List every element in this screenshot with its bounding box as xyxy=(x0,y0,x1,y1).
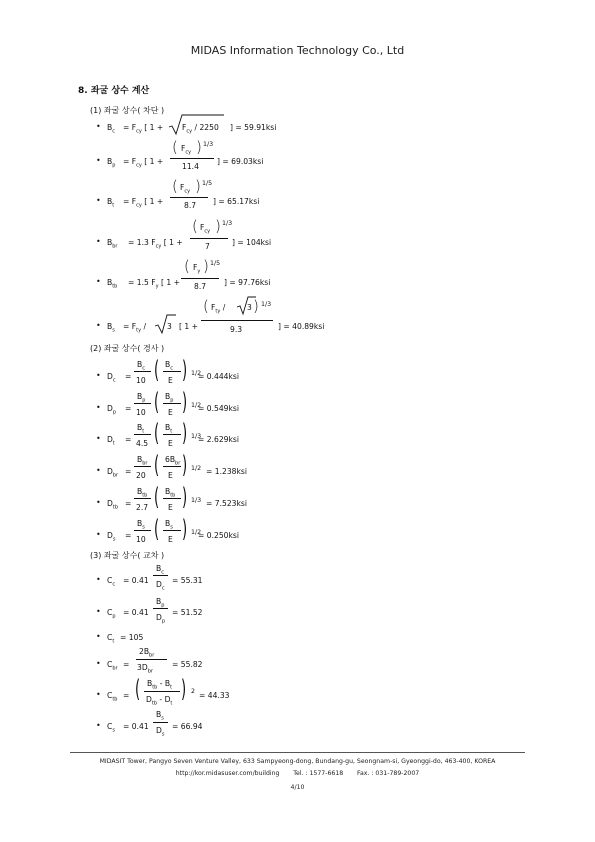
result: ] = 40.89ksi xyxy=(278,322,325,331)
rhs: = $F_{cy}$ [ 1 + xyxy=(123,123,164,135)
denominator-2: E xyxy=(168,503,173,512)
result: = 1.238ksi xyxy=(206,467,247,476)
numerator: $F_{cy}$ xyxy=(200,223,211,235)
fraction-bar xyxy=(163,466,181,467)
numerator-1: $B_t$ xyxy=(137,423,145,435)
bullet: • xyxy=(96,607,101,616)
lhs: $C_t$ xyxy=(107,633,115,645)
bullet: • xyxy=(96,632,101,641)
lhs: $C_{tb}$ xyxy=(107,691,118,703)
fraction-bar xyxy=(181,278,219,279)
equals: = xyxy=(125,435,132,444)
fraction-bar xyxy=(163,434,181,435)
lhs: $D_{tb}$ xyxy=(107,499,118,511)
result: = 55.31 xyxy=(172,576,203,585)
bullet: • xyxy=(96,237,101,246)
bullet: • xyxy=(96,371,101,380)
numerator-2: $6B_{br}$ xyxy=(165,455,181,467)
result: ] = 59.91ksi xyxy=(230,123,277,132)
fraction-bar xyxy=(153,575,168,576)
result: = 0.250ksi xyxy=(198,531,239,540)
result: ] = 97.76ksi xyxy=(224,278,271,287)
fraction-bar xyxy=(134,434,151,435)
fraction-bar xyxy=(134,530,151,531)
denominator: 9.3 xyxy=(230,325,243,334)
bullet: • xyxy=(96,721,101,730)
coef: = 0.41 xyxy=(123,722,149,731)
fraction-bar xyxy=(136,659,167,660)
coef: = 0.41 xyxy=(123,608,149,617)
rhs: = $F_{cy}$ [ 1 + xyxy=(123,197,164,209)
equals: = xyxy=(125,467,132,476)
denominator: $D_p$ xyxy=(156,613,166,625)
lhs: $D_{br}$ xyxy=(107,467,119,479)
lhs: $C_{br}$ xyxy=(107,660,118,672)
fraction-bar xyxy=(170,197,208,198)
denominator: 7 xyxy=(205,242,210,251)
bullet: • xyxy=(96,156,101,165)
footer-divider xyxy=(70,752,525,753)
denominator: $D_s$ xyxy=(156,726,165,738)
result: = 7.523ksi xyxy=(206,499,247,508)
denominator: 11.4 xyxy=(182,162,199,171)
exponent: 1/5 xyxy=(202,180,213,187)
exponent: 1/3 xyxy=(191,497,202,504)
numerator-2: $B_s$ xyxy=(165,519,173,531)
exponent: 1/3 xyxy=(222,220,233,227)
numerator-2: $B_t$ xyxy=(165,423,173,435)
fraction-bar xyxy=(134,371,151,372)
coef: = xyxy=(123,691,130,700)
denominator: $D_{tb} - D_t$ xyxy=(146,695,173,707)
denominator-2: E xyxy=(168,471,173,480)
num-root-arg: 3 xyxy=(247,303,252,312)
numerator: $B_c$ xyxy=(156,564,164,576)
denominator-1: 10 xyxy=(136,535,146,544)
fraction-bar xyxy=(201,320,273,321)
lhs: $B_{br}$ xyxy=(107,238,118,250)
numerator-1: $B_s$ xyxy=(137,519,145,531)
fraction-bar xyxy=(134,498,151,499)
bullet: • xyxy=(96,466,101,475)
root-arg: $F_{cy} / 2250$ xyxy=(182,123,219,135)
numerator: $F_{ty}$ / xyxy=(211,303,226,315)
numerator: $F_y$ xyxy=(193,263,201,275)
bullet: • xyxy=(96,434,101,443)
fraction-bar xyxy=(144,691,180,692)
lhs: $B_c$ xyxy=(107,123,115,135)
lhs: $B_p$ xyxy=(107,157,116,169)
numerator: $2B_{br}$ xyxy=(139,647,155,659)
result: ] = 104ksi xyxy=(232,238,272,247)
fraction-bar xyxy=(153,608,168,609)
bullet: • xyxy=(96,403,101,412)
numerator-2: $B_p$ xyxy=(165,392,174,404)
page-header: MIDAS Information Technology Co., Ltd xyxy=(190,44,405,57)
bullet: • xyxy=(96,498,101,507)
bullet: • xyxy=(96,530,101,539)
exponent: 1/3 xyxy=(261,301,272,308)
subsection-2-title: (2) 좌굴 상수( 경사 ) xyxy=(90,344,165,353)
rhs: = 1.3 $F_{cy}$ [ 1 + xyxy=(128,238,183,250)
result: = 0.549ksi xyxy=(198,404,239,413)
denominator-2: E xyxy=(168,408,173,417)
numerator-1: $B_p$ xyxy=(137,392,146,404)
exponent: 1/2 xyxy=(191,529,202,536)
result: = 66.94 xyxy=(172,722,203,731)
coef: = 0.41 xyxy=(123,576,149,585)
result: = 2.629ksi xyxy=(198,435,239,444)
lhs: $C_p$ xyxy=(107,608,116,620)
equals: = xyxy=(125,499,132,508)
denominator: 8.7 xyxy=(194,282,207,291)
numerator: $B_s$ xyxy=(156,710,164,722)
root-arg: 3 xyxy=(167,322,172,331)
denominator-1: 10 xyxy=(136,376,146,385)
bullet: • xyxy=(96,575,101,584)
denominator: $3D_{br}$ xyxy=(137,663,153,675)
exponent: 1/5 xyxy=(210,260,221,267)
fraction-bar xyxy=(163,403,181,404)
numerator: $F_{cy}$ xyxy=(181,144,192,156)
denominator-1: 2.7 xyxy=(136,503,149,512)
equals: = xyxy=(125,531,132,540)
fraction-bar xyxy=(134,403,151,404)
bullet: • xyxy=(96,321,101,330)
subsection-1-title: (1) 좌굴 상수( 차단 ) xyxy=(90,106,165,115)
result: ] = 69.03ksi xyxy=(217,157,264,166)
denominator-2: E xyxy=(168,439,173,448)
fraction-bar xyxy=(163,371,181,372)
fraction-bar xyxy=(190,238,228,239)
lhs: $B_{tb}$ xyxy=(107,278,118,290)
exponent: 1/3 xyxy=(203,141,214,148)
lhs: $B_s$ xyxy=(107,322,115,334)
result: = 55.82 xyxy=(172,660,203,669)
page-number: 4/10 xyxy=(290,784,305,791)
numerator-1: $B_{br}$ xyxy=(137,455,148,467)
denominator-2: E xyxy=(168,535,173,544)
rhs: = $F_{cy}$ [ 1 + xyxy=(123,157,164,169)
subsection-3-title: (3) 좌굴 상수( 교차 ) xyxy=(90,551,165,560)
lhs: $D_p$ xyxy=(107,404,117,416)
rhs: = $F_{ty}$ / xyxy=(123,322,147,334)
result: ] = 65.17ksi xyxy=(213,197,260,206)
result: = 0.444ksi xyxy=(198,372,239,381)
lhs: $C_s$ xyxy=(107,722,115,734)
denominator-2: E xyxy=(168,376,173,385)
fraction-bar xyxy=(153,722,168,723)
footer-url[interactable]: http://kor.midasuser.com/building xyxy=(175,770,280,777)
lhs: $D_t$ xyxy=(107,435,115,447)
denominator: $D_c$ xyxy=(156,580,165,592)
fraction-bar xyxy=(170,158,214,159)
equals: = xyxy=(125,404,132,413)
result: = 51.52 xyxy=(172,608,203,617)
fraction-bar xyxy=(163,498,181,499)
lhs: $D_s$ xyxy=(107,531,116,543)
sqrt-symbol xyxy=(154,314,176,334)
coef: = xyxy=(123,660,130,669)
rhs: = 1.5 $F_y$ [ 1 + xyxy=(128,278,181,290)
numerator-1: $B_{tb}$ xyxy=(137,487,148,499)
bullet: • xyxy=(96,659,101,668)
denominator-1: 10 xyxy=(136,408,146,417)
result: = 44.33 xyxy=(199,691,230,700)
exponent: 1/2 xyxy=(191,465,202,472)
section-title: 8. 좌굴 상수 계산 xyxy=(78,86,150,96)
equals: = xyxy=(125,372,132,381)
footer-address: MIDASIT Tower, Pangyo Seven Venture Valley, 633 Sampyeong-dong, Bundang-gu, Seongnam-si, Gyeonggi-do, 463-400, KOREA xyxy=(99,758,496,765)
numerator-1: $B_c$ xyxy=(137,360,145,372)
numerator-2: $B_c$ xyxy=(165,360,173,372)
lhs: $B_t$ xyxy=(107,197,115,209)
denominator-1: 4.5 xyxy=(136,439,149,448)
numerator: $B_{tb} - B_t$ xyxy=(147,679,173,691)
bracket-open: [ 1 + xyxy=(179,322,198,331)
exponent: 1/3 xyxy=(191,433,202,440)
exponent: 2 xyxy=(191,688,196,695)
bullet: • xyxy=(96,277,101,286)
bullet: • xyxy=(96,690,101,699)
numerator-2: $B_{tb}$ xyxy=(165,487,176,499)
lhs: $C_c$ xyxy=(107,576,116,588)
exponent: 1/2 xyxy=(191,402,202,409)
bullet: • xyxy=(96,122,101,131)
denominator-1: 20 xyxy=(136,471,146,480)
fraction-bar xyxy=(163,530,181,531)
numerator: $B_p$ xyxy=(156,597,165,609)
result: = 105 xyxy=(120,633,144,642)
numerator: $F_{cy}$ xyxy=(180,183,191,195)
footer-tel: Tel. : 1577-6618 xyxy=(293,770,344,777)
footer-contact xyxy=(0,770,595,777)
fraction-bar xyxy=(134,466,151,467)
footer-fax: Fax. : 031-789-2007 xyxy=(356,770,420,777)
denominator: 8.7 xyxy=(184,201,197,210)
exponent: 1/2 xyxy=(191,370,202,377)
lhs: $D_c$ xyxy=(107,372,116,384)
bullet: • xyxy=(96,196,101,205)
